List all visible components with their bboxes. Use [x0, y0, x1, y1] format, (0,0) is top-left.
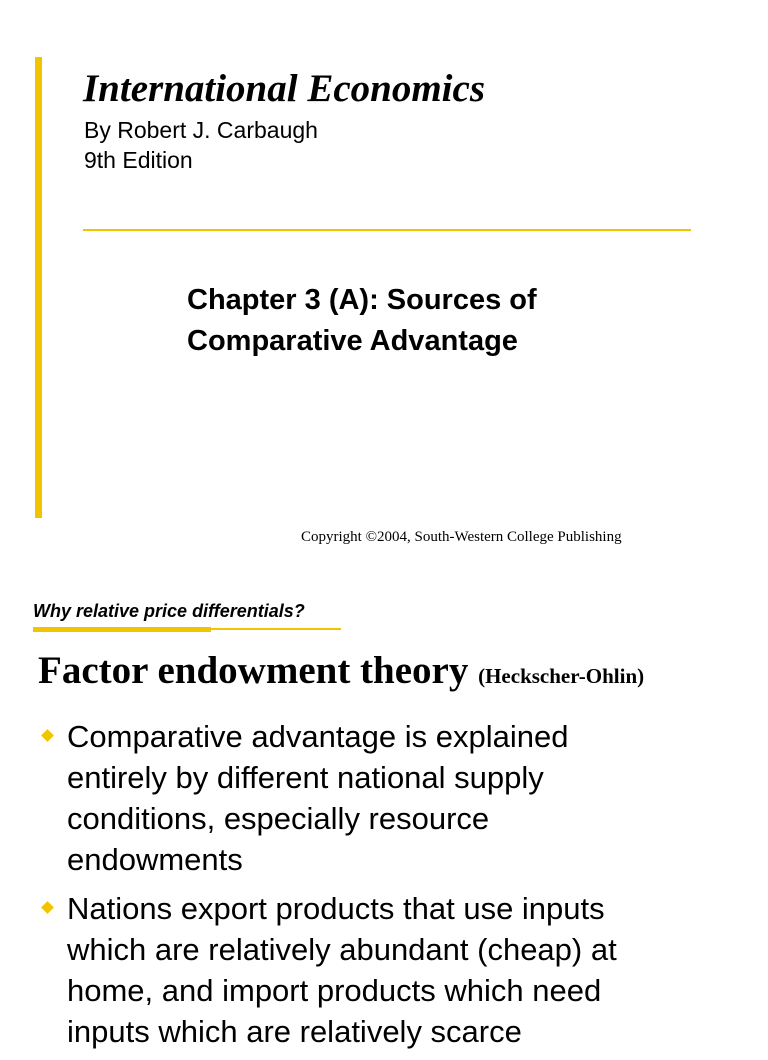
bullet-line: inputs which are relatively scarce: [67, 1014, 522, 1049]
edition-line: 9th Edition: [84, 147, 193, 173]
author-line: By Robert J. Carbaugh: [84, 117, 318, 143]
content-slide: [0, 575, 768, 1049]
bullet-line: which are relatively abundant (cheap) at: [67, 932, 617, 967]
bullet-item: [40, 888, 740, 1052]
bullet-line: Nations export products that use inputs: [67, 891, 605, 926]
bullet-list: [40, 716, 740, 1060]
header-underline-thin: [211, 628, 341, 630]
book-title: International Economics: [83, 67, 485, 110]
diamond-bullet-icon: [41, 729, 54, 742]
accent-vertical-bar: [35, 57, 42, 518]
slide-header-question: Why relative price differentials?: [33, 601, 305, 621]
chapter-title-line: Chapter 3 (A): Sources of: [187, 284, 537, 316]
bullet-line: entirely by different national supply: [67, 760, 544, 795]
bullet-line: home, and import products which need: [67, 973, 602, 1008]
bullet-line: conditions, especially resource: [67, 801, 490, 836]
chapter-title: [187, 280, 537, 362]
chapter-title-line: Comparative Advantage: [187, 325, 518, 357]
slide-title: [38, 646, 644, 701]
bullet-text: [67, 888, 740, 1052]
accent-divider: [83, 229, 691, 231]
bullet-line: endowments: [67, 842, 243, 877]
slide-title-sub: (Heckscher-Ohlin): [478, 664, 645, 688]
copyright-notice: Copyright ©2004, South-Western College Publishing: [301, 529, 622, 545]
bullet-text: [67, 716, 740, 880]
bullet-item: [40, 716, 740, 880]
diamond-bullet-icon: [41, 901, 54, 914]
slide-title-main: Factor endowment theory: [38, 649, 469, 692]
bullet-line: Comparative advantage is explained: [67, 719, 569, 754]
header-underline-thick: [33, 627, 211, 632]
